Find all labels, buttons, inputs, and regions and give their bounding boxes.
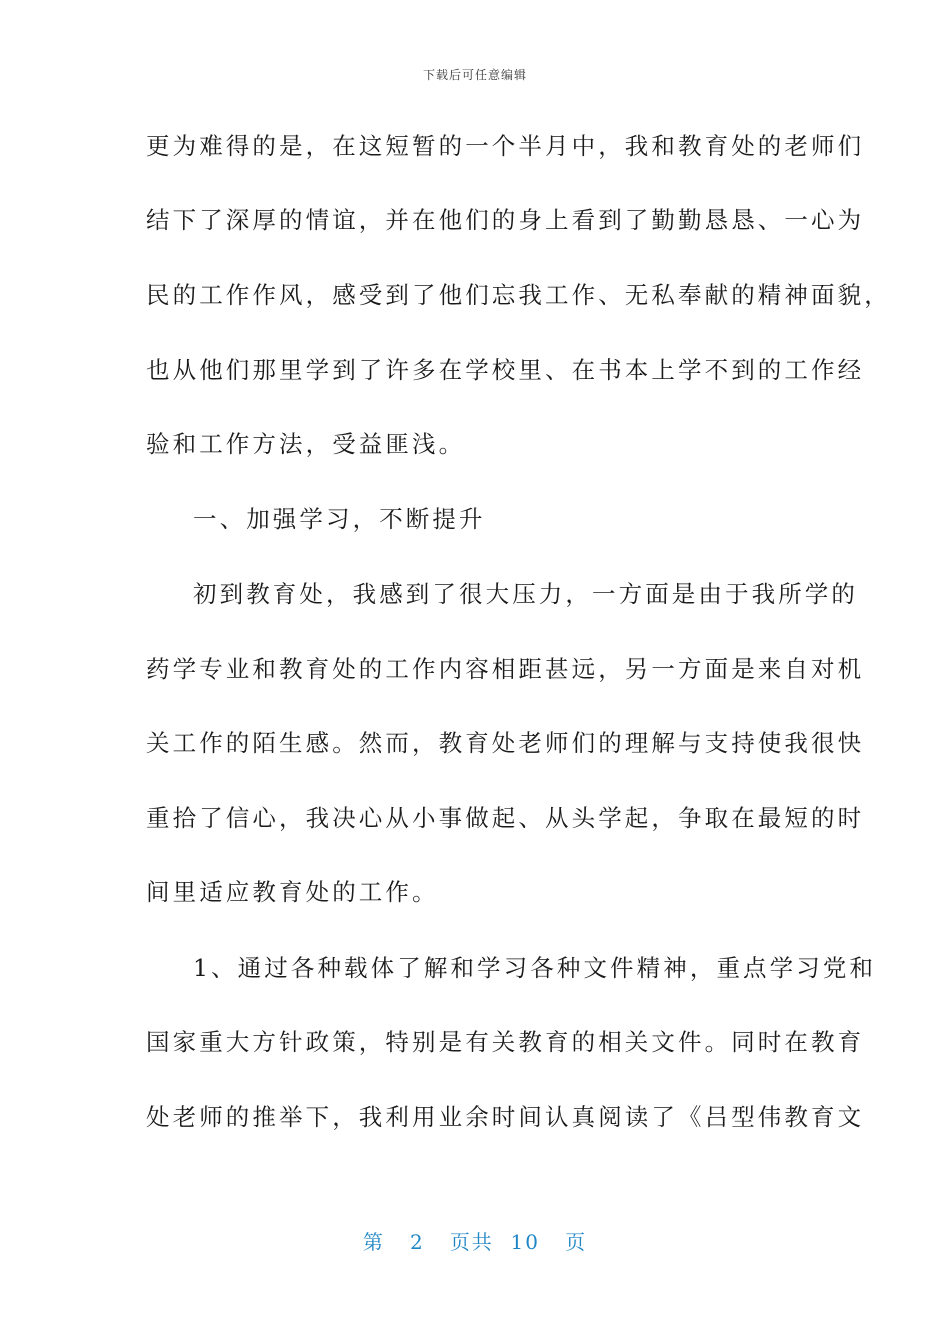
- text-line: 国家重大方针政策，特别是有关教育的相关文件。同时在教育: [146, 1028, 865, 1056]
- text-line: 也从他们那里学到了许多在学校里、在书本上学不到的工作经: [146, 356, 865, 384]
- header-note: 下载后可任意编辑: [422, 68, 527, 82]
- text-line: 药学专业和教育处的工作内容相距甚远，另一方面是来自对机: [146, 655, 865, 683]
- text-line: 结下了深厚的情谊，并在他们的身上看到了勤勤恳恳、一心为: [146, 206, 865, 234]
- page-footer: [0, 1226, 950, 1255]
- current-page-number: 2: [410, 1230, 425, 1254]
- footer-middle: 页共: [449, 1230, 494, 1254]
- text-line: 间里适应教育处的工作。: [146, 878, 439, 906]
- text-line: 1、通过各种载体了解和学习各种文件精神，重点学习党和: [193, 954, 877, 982]
- text-line: 民的工作作风，感受到了他们忘我工作、无私奉献的精神面貌，: [146, 281, 891, 309]
- section-heading: 一、加强学习，不断提升: [193, 505, 486, 533]
- text-line: 处老师的推举下，我利用业余时间认真阅读了《吕型伟教育文: [146, 1103, 865, 1131]
- footer-prefix: 第: [362, 1230, 385, 1254]
- total-pages-number: 10: [510, 1230, 540, 1254]
- text-line: 关工作的陌生感。然而，教育处老师们的理解与支持使我很快: [146, 729, 865, 757]
- text-line: 初到教育处，我感到了很大压力，一方面是由于我所学的: [193, 580, 858, 608]
- text-line: 更为难得的是，在这短暂的一个半月中，我和教育处的老师们: [146, 132, 865, 160]
- text-line: 验和工作方法，受益匪浅。: [146, 430, 466, 458]
- text-line: 重拾了信心，我决心从小事做起、从头学起，争取在最短的时: [146, 804, 865, 832]
- footer-suffix: 页: [565, 1230, 588, 1254]
